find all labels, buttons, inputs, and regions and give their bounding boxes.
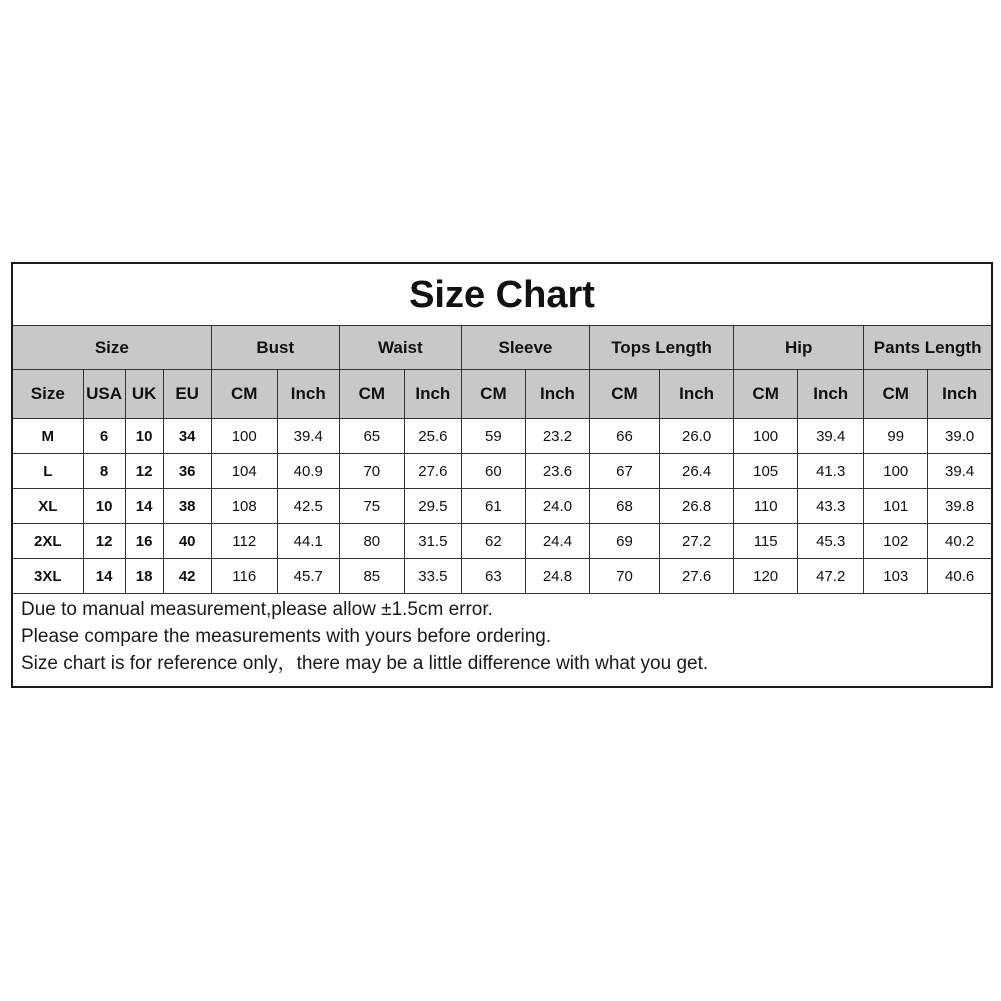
table-cell: 110: [734, 489, 798, 524]
table-cell: 36: [163, 454, 211, 489]
table-cell: 108: [211, 489, 277, 524]
table-cell: 100: [864, 454, 928, 489]
group-header-waist: Waist: [339, 326, 461, 370]
table-cell: 47.2: [798, 559, 864, 594]
table-cell: 116: [211, 559, 277, 594]
table-cell: 69: [589, 524, 659, 559]
table-cell: 39.0: [928, 419, 991, 454]
table-cell: 45.3: [798, 524, 864, 559]
table-cell: 25.6: [404, 419, 461, 454]
table-cell: 80: [339, 524, 404, 559]
group-header-size: Size: [13, 326, 211, 370]
table-cell: 3XL: [13, 559, 83, 594]
size-chart: [11, 262, 993, 688]
table-cell: 39.4: [798, 419, 864, 454]
table-cell: 40.2: [928, 524, 991, 559]
table-row: [13, 559, 991, 594]
col-header-tops-inch: Inch: [660, 370, 734, 419]
size-table-body: [13, 419, 991, 594]
table-cell: 23.2: [525, 419, 589, 454]
table-cell: 23.6: [525, 454, 589, 489]
table-cell: 70: [339, 454, 404, 489]
table-cell: 103: [864, 559, 928, 594]
table-cell: 26.0: [660, 419, 734, 454]
table-cell: 70: [589, 559, 659, 594]
table-cell: 100: [211, 419, 277, 454]
table-cell: 120: [734, 559, 798, 594]
size-table: [13, 326, 991, 594]
col-header-size: Size: [13, 370, 83, 419]
col-header-eu: EU: [163, 370, 211, 419]
table-cell: 67: [589, 454, 659, 489]
table-cell: 40.6: [928, 559, 991, 594]
table-cell: 112: [211, 524, 277, 559]
table-row: [13, 524, 991, 559]
unit-header-row: [13, 370, 991, 419]
col-header-sleeve-cm: CM: [461, 370, 525, 419]
col-header-bust-cm: CM: [211, 370, 277, 419]
col-header-uk: UK: [125, 370, 163, 419]
group-header-pants-length: Pants Length: [864, 326, 991, 370]
col-header-pants-inch: Inch: [928, 370, 991, 419]
group-header-hip: Hip: [734, 326, 864, 370]
group-header-bust: Bust: [211, 326, 339, 370]
group-header-sleeve: Sleeve: [461, 326, 589, 370]
table-cell: 102: [864, 524, 928, 559]
table-row: [13, 419, 991, 454]
table-cell: 26.8: [660, 489, 734, 524]
table-cell: 45.7: [277, 559, 339, 594]
col-header-waist-inch: Inch: [404, 370, 461, 419]
group-header-row: [13, 326, 991, 370]
table-cell: 16: [125, 524, 163, 559]
chart-title: Size Chart: [13, 264, 991, 326]
table-cell: 42: [163, 559, 211, 594]
table-cell: 59: [461, 419, 525, 454]
table-cell: 63: [461, 559, 525, 594]
table-cell: 66: [589, 419, 659, 454]
table-cell: 68: [589, 489, 659, 524]
table-cell: 31.5: [404, 524, 461, 559]
table-cell: M: [13, 419, 83, 454]
table-cell: 38: [163, 489, 211, 524]
table-row: [13, 489, 991, 524]
col-header-sleeve-inch: Inch: [525, 370, 589, 419]
table-row: [13, 454, 991, 489]
table-cell: 40.9: [277, 454, 339, 489]
table-cell: 39.4: [277, 419, 339, 454]
table-cell: 60: [461, 454, 525, 489]
note-compare-measurements: Please compare the measurements with yours before ordering.: [21, 626, 552, 647]
table-cell: 27.6: [404, 454, 461, 489]
table-cell: 41.3: [798, 454, 864, 489]
table-cell: 75: [339, 489, 404, 524]
table-cell: 104: [211, 454, 277, 489]
table-cell: 42.5: [277, 489, 339, 524]
col-header-bust-inch: Inch: [277, 370, 339, 419]
table-cell: 33.5: [404, 559, 461, 594]
table-cell: 14: [125, 489, 163, 524]
table-cell: XL: [13, 489, 83, 524]
col-header-pants-cm: CM: [864, 370, 928, 419]
table-cell: 14: [83, 559, 125, 594]
table-cell: 105: [734, 454, 798, 489]
table-cell: 65: [339, 419, 404, 454]
table-cell: 39.4: [928, 454, 991, 489]
table-cell: 100: [734, 419, 798, 454]
table-cell: 99: [864, 419, 928, 454]
table-cell: 26.4: [660, 454, 734, 489]
col-header-waist-cm: CM: [339, 370, 404, 419]
table-cell: 8: [83, 454, 125, 489]
table-cell: 10: [125, 419, 163, 454]
table-cell: 62: [461, 524, 525, 559]
table-cell: 43.3: [798, 489, 864, 524]
table-cell: 29.5: [404, 489, 461, 524]
table-cell: 27.6: [660, 559, 734, 594]
table-cell: 24.8: [525, 559, 589, 594]
note-measurement-error: Due to manual measurement,please allow ±1.5cm error.: [21, 599, 493, 620]
note-reference-only: Size chart is for reference only，there may be a little difference with what you get.: [21, 653, 709, 674]
table-cell: 10: [83, 489, 125, 524]
table-cell: 12: [83, 524, 125, 559]
notes: [13, 594, 991, 677]
table-cell: 18: [125, 559, 163, 594]
table-cell: 6: [83, 419, 125, 454]
group-header-tops-length: Tops Length: [589, 326, 733, 370]
table-cell: 44.1: [277, 524, 339, 559]
table-cell: 27.2: [660, 524, 734, 559]
table-cell: 40: [163, 524, 211, 559]
table-cell: 24.0: [525, 489, 589, 524]
table-cell: 85: [339, 559, 404, 594]
table-cell: 115: [734, 524, 798, 559]
col-header-hip-cm: CM: [734, 370, 798, 419]
col-header-hip-inch: Inch: [798, 370, 864, 419]
table-cell: 2XL: [13, 524, 83, 559]
table-cell: 34: [163, 419, 211, 454]
table-cell: 61: [461, 489, 525, 524]
table-cell: L: [13, 454, 83, 489]
table-cell: 101: [864, 489, 928, 524]
table-cell: 24.4: [525, 524, 589, 559]
table-cell: 39.8: [928, 489, 991, 524]
col-header-usa: USA: [83, 370, 125, 419]
col-header-tops-cm: CM: [589, 370, 659, 419]
table-cell: 12: [125, 454, 163, 489]
